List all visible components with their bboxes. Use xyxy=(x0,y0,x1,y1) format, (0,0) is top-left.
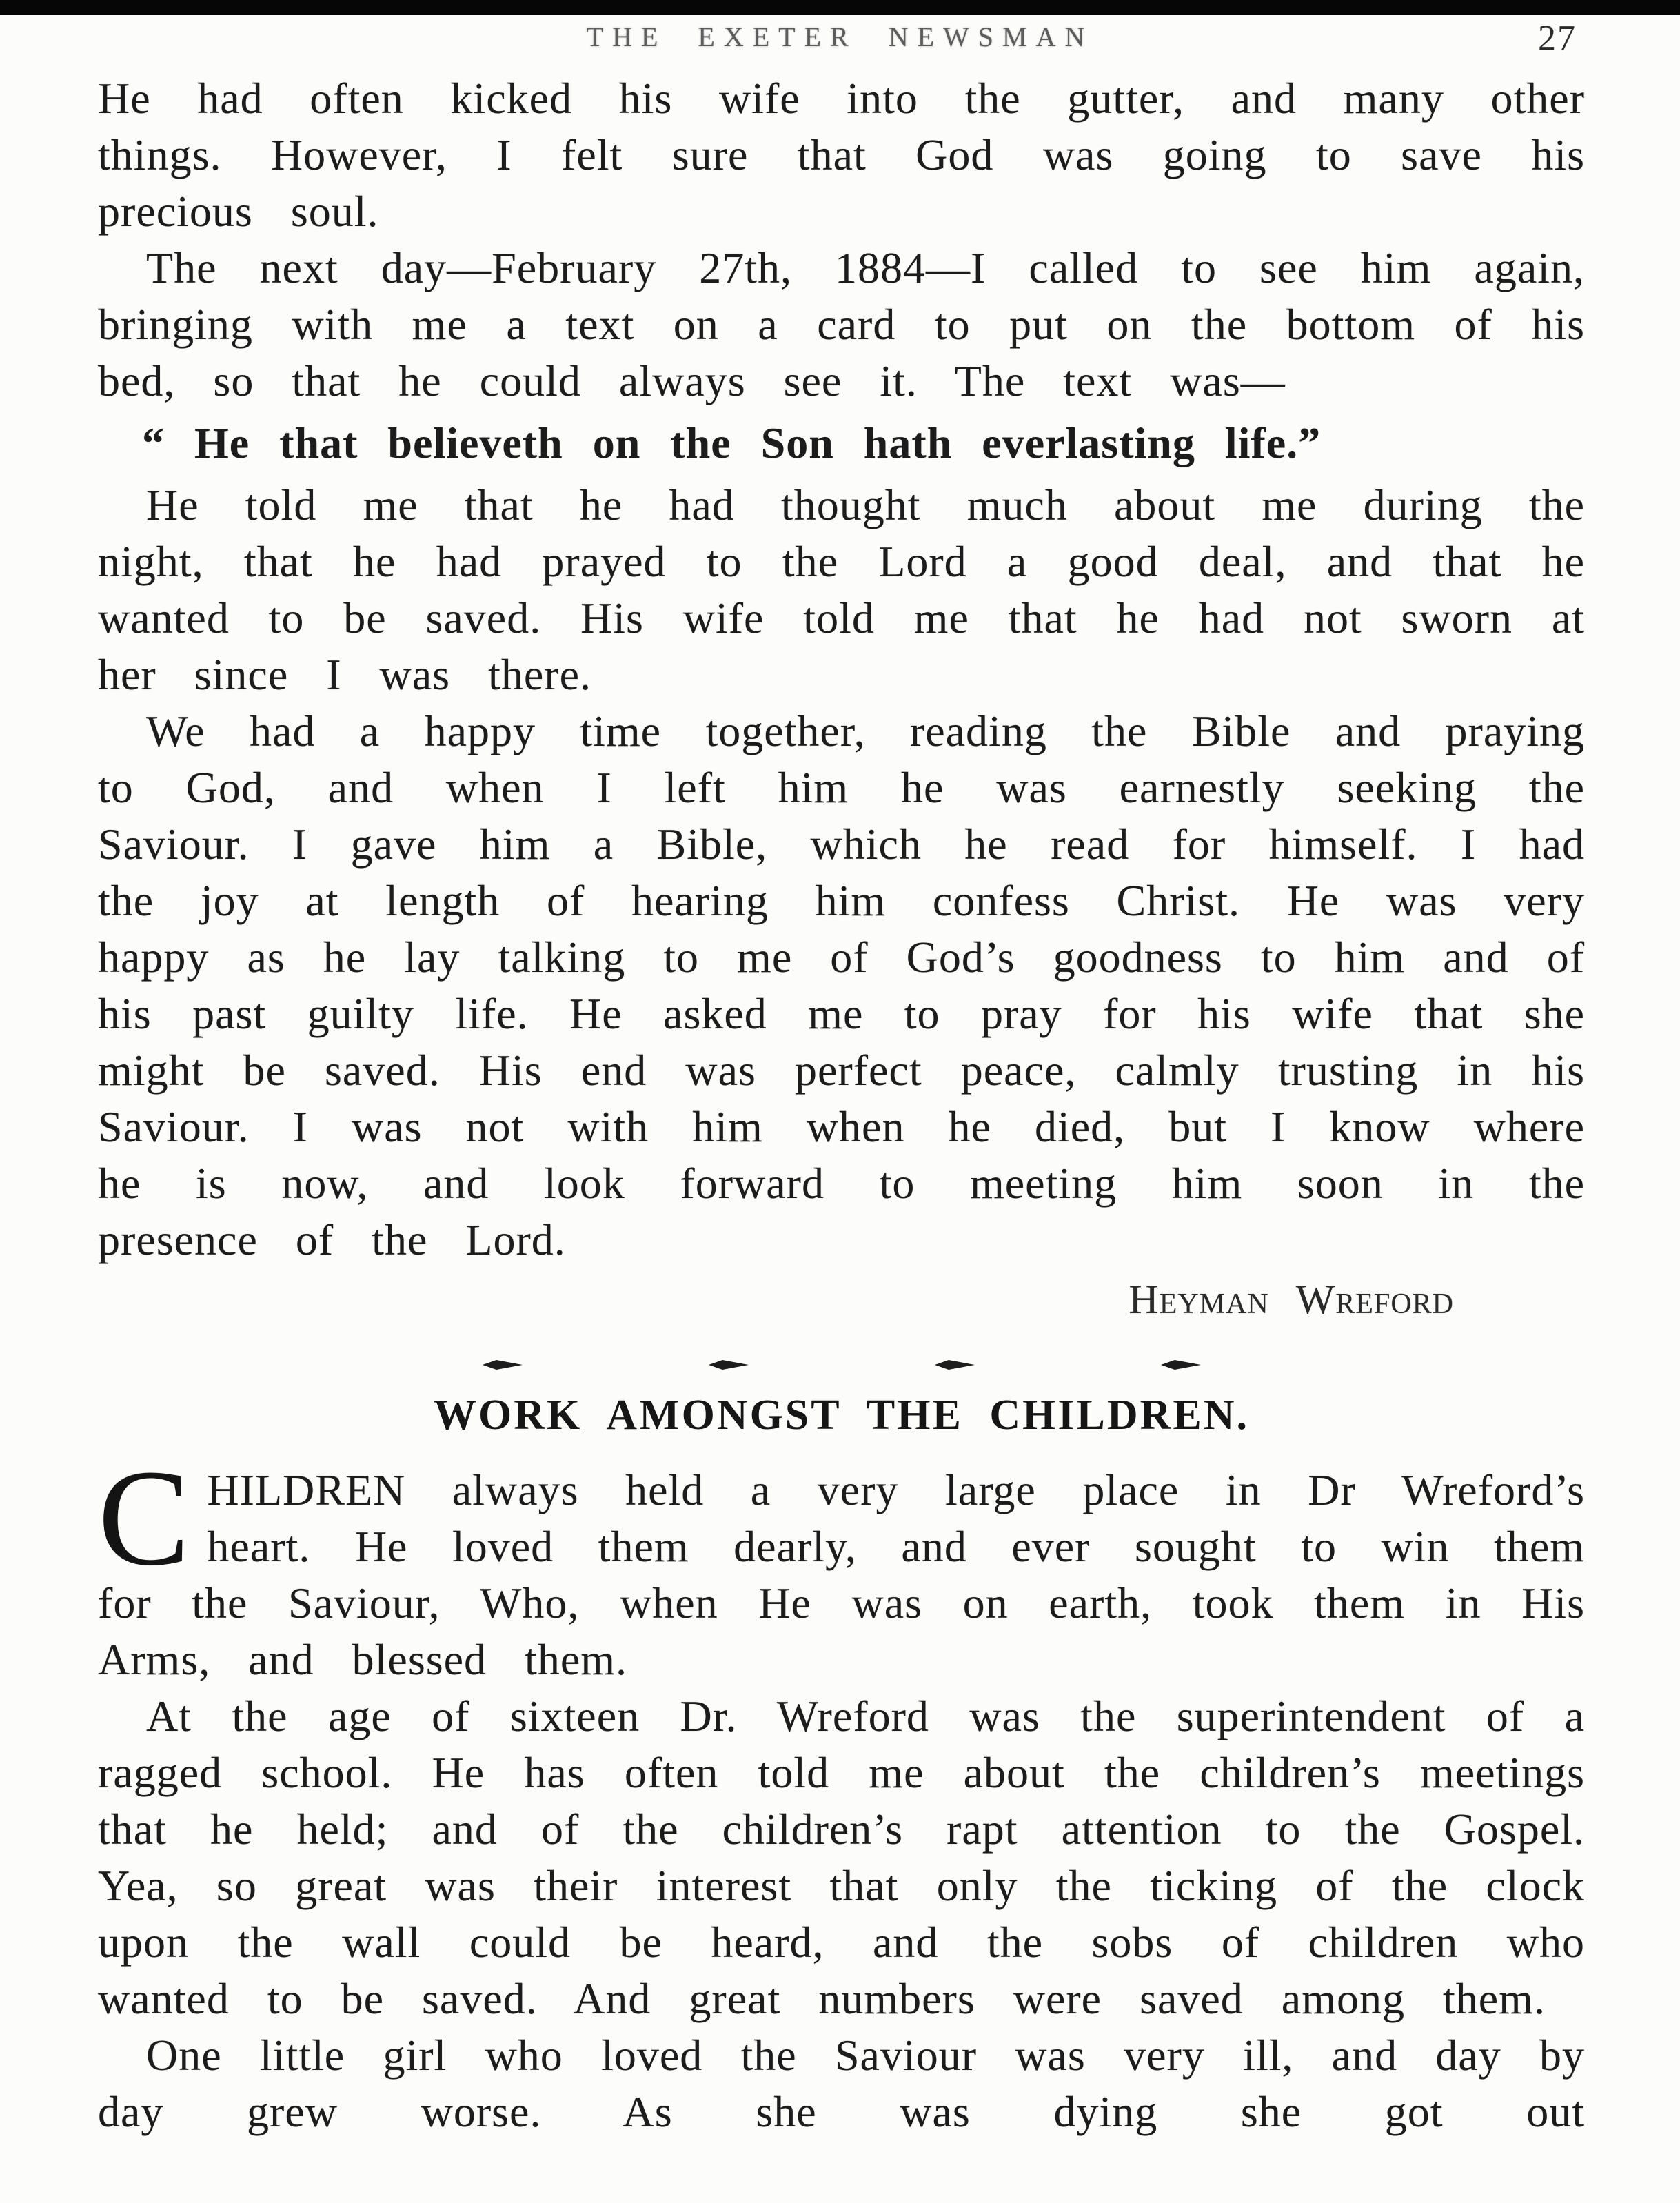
paragraph-text: HILDREN always held a very large place in Dr Wreford’s heart. He loved them dearly, and ever sought to win them for the Saviour, Who, when He was on earth, took them in His Arms, and blessed them. xyxy=(98,1465,1585,1684)
page-number: 27 xyxy=(1538,19,1577,58)
paragraph: He told me that he had thought much about me during the night, that he had prayed to the Lord a good deal, and that he wanted to be saved. His wife told me that he had not sworn at her since I was there. xyxy=(98,480,1585,699)
paragraph: One little girl who loved the Saviour was very ill, and day by day grew worse. As she was dying she got out xyxy=(98,2031,1585,2136)
section-heading: WORK AMONGST THE CHILDREN. xyxy=(433,1392,1249,1439)
page-header xyxy=(0,21,1680,62)
fleuron-icon xyxy=(483,1358,523,1372)
page-body xyxy=(0,70,1680,2140)
section-divider xyxy=(98,1358,1585,1372)
paragraph: The next day—February 27th, 1884—I called to see him again, bringing with me a text on a card to put on the bottom of his bed, so that he could always see it. The text was— xyxy=(98,243,1585,405)
scan-edge-artifact xyxy=(0,0,1680,15)
drop-cap: C xyxy=(98,1442,191,1594)
paragraph: At the age of sixteen Dr. Wreford was the superintendent of a ragged school. He has often told me about the children’s meetings that he held; and of the children’s rapt attention to the Gospel. Yea, so great was their interest that only the ticking of the clock upon the wall could be heard, and the sobs of children who wanted to be saved. And great numbers were saved among them. xyxy=(98,1692,1585,2023)
paragraph: He had often kicked his wife into the gutter, and many other things. However, I felt sure that God was going to save his precious soul. xyxy=(98,74,1585,236)
author-signature: Heyman Wreford xyxy=(1129,1277,1454,1322)
fleuron-icon xyxy=(1161,1358,1201,1372)
paragraph xyxy=(98,1442,1585,1688)
scripture-quote: “ He that believeth on the Son hath everlasting life.” xyxy=(142,418,1322,467)
paragraph: We had a happy time together, reading the Bible and praying to God, and when I left him he was earnestly seeking the Saviour. I gave him a Bible, which he read for himself. I had the joy at length of hearing him confess Christ. He was very happy as he lay talking to me of God’s goodness to him and of his past guilty life. He asked me to pray for his wife that she might be saved. His end was perfect peace, calmly trusting in his Saviour. I was not with him when he died, but I know where he is now, and look forward to meeting him soon in the presence of the Lord. xyxy=(98,707,1585,1264)
fleuron-icon xyxy=(935,1358,975,1372)
fleuron-icon xyxy=(709,1358,749,1372)
running-title: THE EXETER NEWSMAN xyxy=(586,21,1094,52)
